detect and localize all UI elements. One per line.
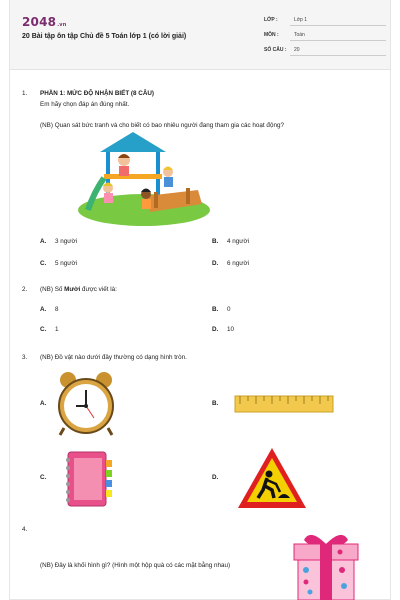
option-value: 3 người (55, 238, 77, 245)
option-label[interactable]: D. (212, 474, 219, 481)
option-value: 1 (55, 326, 59, 333)
question-number: 4. (22, 526, 28, 533)
option-value: 0 (227, 306, 231, 313)
option-value: 4 người (227, 238, 249, 245)
question-number: 3. (22, 354, 28, 361)
section-instruction: Em hãy chọn đáp án đúng nhất. (40, 101, 130, 108)
gift-box-icon (286, 526, 366, 600)
question-number: 2. (22, 286, 28, 293)
option-label[interactable]: C. (40, 260, 47, 267)
document-title: 20 Bài tập ôn tập Chủ đề 5 Toán lớp 1 (có lời giải) (22, 33, 187, 40)
option-label[interactable]: C. (40, 326, 47, 333)
question-2-text: (NB) Số Mười được viết là: (40, 286, 117, 293)
playground-picture (74, 130, 214, 228)
option-label[interactable]: B. (212, 400, 219, 407)
question-3-text: (NB) Đồ vật nào dưới đây thường có dạng hình tròn. (40, 354, 187, 361)
ruler-icon (234, 394, 334, 414)
option-label[interactable]: D. (212, 260, 219, 267)
road-sign-icon (236, 446, 308, 510)
option-label[interactable]: A. (40, 400, 47, 407)
question-1-text: (NB) Quan sát bức tranh và cho biết có bao nhiêu người đang tham gia các hoạt động? (40, 122, 284, 129)
option-label[interactable]: A. (40, 238, 47, 245)
option-value: 10 (227, 326, 235, 333)
option-label[interactable]: B. (212, 238, 219, 245)
option-label[interactable]: A. (40, 306, 47, 313)
option-value: 6 người (227, 260, 249, 267)
option-value: 5 người (55, 260, 77, 267)
option-label[interactable]: C. (40, 474, 47, 481)
notebook-icon (60, 450, 116, 510)
option-label[interactable]: B. (212, 306, 219, 313)
worksheet-page (9, 0, 391, 600)
option-value: 8 (55, 306, 59, 313)
site-logo[interactable]: 2048.vn (22, 15, 67, 29)
option-label[interactable]: D. (212, 326, 219, 333)
question-4-text: (NB) Đây là khối hình gì? (Hình một hộp quà có các mặt bằng nhau) (40, 562, 231, 569)
question-number: 1. (22, 90, 28, 97)
section-title: PHẦN 1: MỨC ĐỘ NHẬN BIẾT (8 CÂU) (40, 90, 155, 97)
alarm-clock-icon (54, 370, 118, 436)
worksheet-header: 2048.vn 20 Bài tập ôn tập Chủ đề 5 Toán lớp 1 (có lời giải) LỚP : Lớp 1 MÔN : Toán SỐ CÂU : 20 (10, 0, 390, 70)
